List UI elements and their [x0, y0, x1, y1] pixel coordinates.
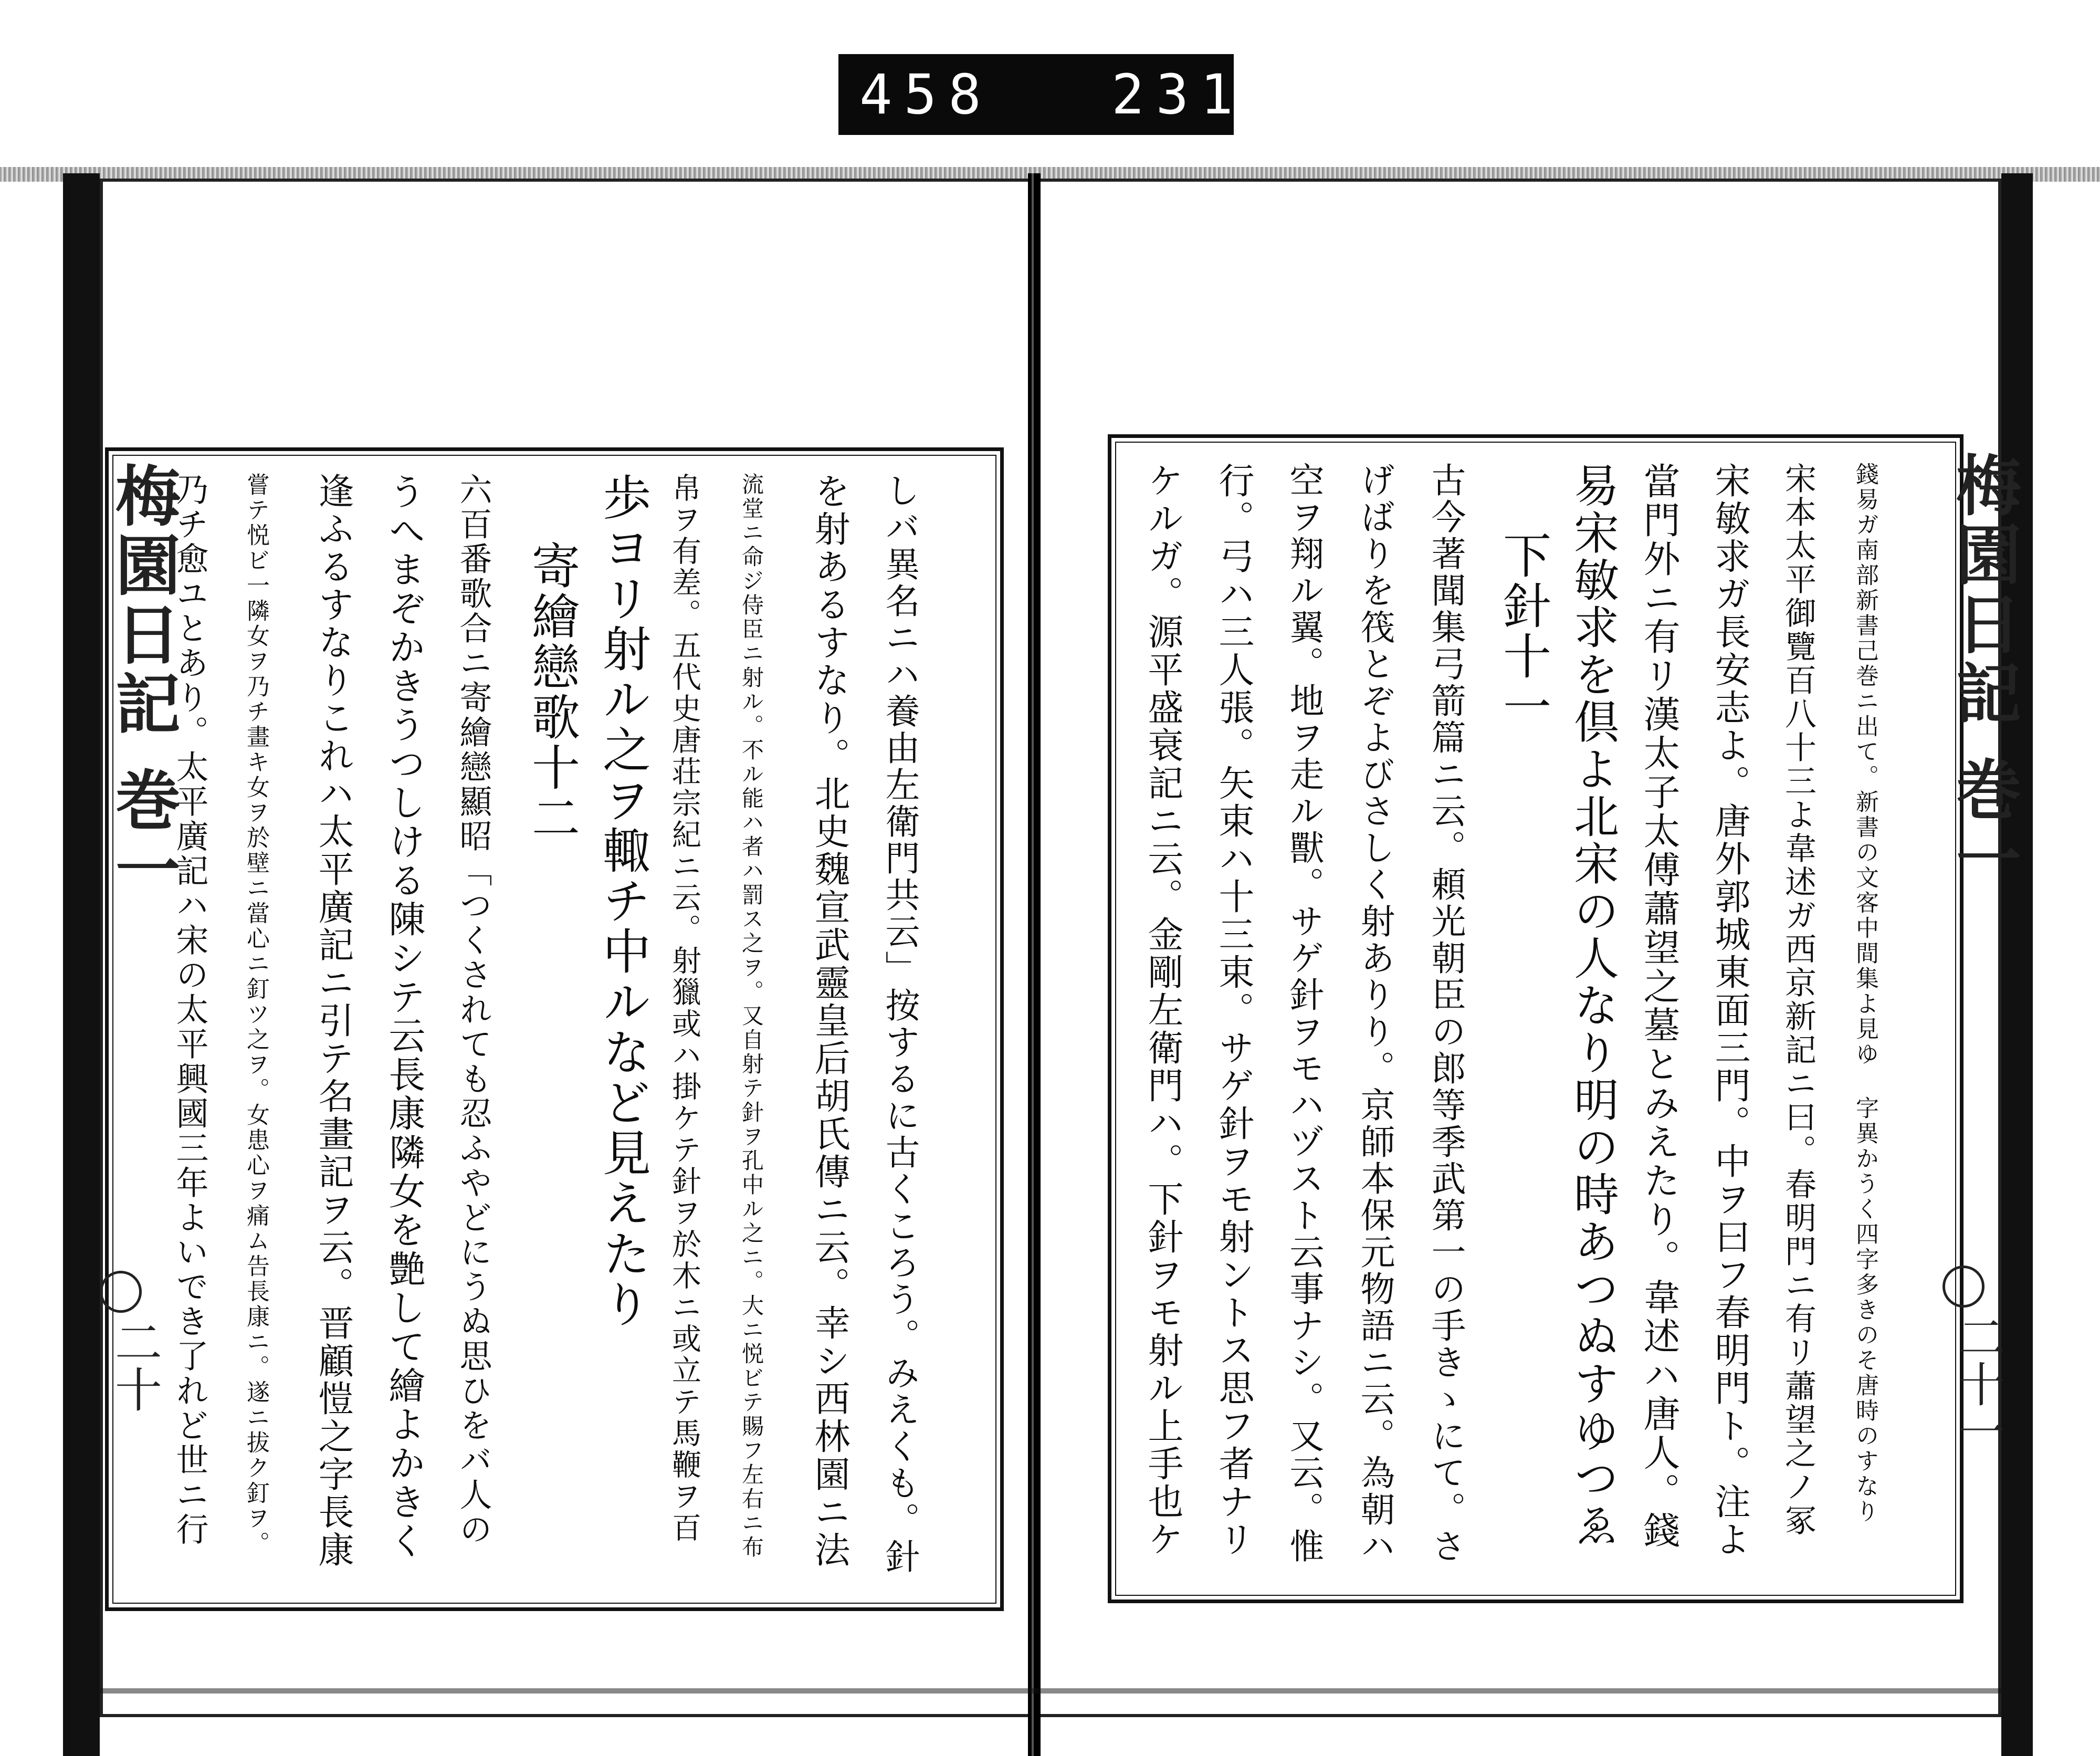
book-gutter — [1028, 173, 1041, 1756]
right-column-4: 當門外ニ有リ漢太子太傅蕭望之墓とみえたり。韋述ハ唐人。錢 — [1637, 462, 1681, 1550]
right-column-8: げばりを筏とぞよびさしく射ありり。京師本保元物語ニ云。為朝ハ — [1354, 462, 1395, 1565]
left-column-9: 流堂ニ命ジ侍臣ニ射ル。不ル能ハ者ハ罰ス之ヲ。又自射テ針ヲ孔中ル之ニ。大ニ悦ビテ賜フ左右ニ布 — [739, 473, 764, 1560]
right-column-3: 宋敏求ガ長安志よ。唐外郭城東面三門。中ヲ曰フ春明門ト。注よ — [1709, 462, 1750, 1559]
catalog-label — [838, 54, 1245, 135]
right-folio-circle — [1942, 1266, 1984, 1308]
left-column-2: 嘗テ悦ビ一隣女ヲ乃チ畫キ女ヲ於壁ニ當心ニ釘ツ之ヲ。女患心ヲ痛ム告長康ニ。遂ニ拔ク釘ヲ。 — [243, 473, 269, 1556]
right-column-10: 行。弓ハ三人張。矢束ハ十三束。サゲ針ヲモ射ントス思フ者ナリ — [1213, 462, 1254, 1559]
left-page-edge — [63, 173, 100, 1756]
right-column-1: 錢易ガ南部新書己巻ニ出て。新書の文客中間集よ見ゆ 字異かうく四字多きのそ唐時のすなり — [1852, 462, 1878, 1524]
left-column-4: うへまぞかきうつしける陳シテ云長康隣女を艶して繪よかきく — [383, 473, 426, 1561]
left-folio: 二十 — [107, 1318, 162, 1413]
left-column-1: 乃チ愈ユとあり。太平廣記ハ宋の太平興國三年よいでき了れど世ニ行 — [171, 473, 209, 1547]
right-column-5: 易宋敏求を倶よ北宋の人なり明の時あつぬすゆつゑ — [1566, 462, 1619, 1549]
right-folio: 二十一 — [1949, 1313, 2004, 1455]
right-column-7: 古今著聞集弓箭篇ニ云。頼光朝臣の郎等季武第一の手きゝにて。さ — [1425, 462, 1466, 1565]
right-column-2: 宋本太平御覽百八十三よ韋述ガ西京新記ニ曰。春明門ニ有リ蕭望之ノ冢 — [1780, 462, 1816, 1538]
label-left-number: 458 — [859, 62, 993, 127]
right-page-edge — [2001, 173, 2033, 1756]
left-column-7: 歩ヨリ射ル之ヲ輙チ中ルなど見えたり — [595, 473, 651, 1330]
bottom-edge-line — [79, 1688, 2021, 1694]
left-spine-title: 梅園日記 巻一 — [104, 462, 181, 905]
left-column-3: 逢ふるすなりこれハ太平廣記ニ引テ名畫記ヲ云。晋顧愷之字長康 — [312, 473, 354, 1569]
left-column-10: を射あるすなり。北史魏宣武靈皇后胡氏傳ニ云。幸シ西林園ニ法 — [808, 473, 850, 1569]
right-column-6-heading: 下針十一 — [1495, 530, 1551, 732]
right-column-9: 空ヲ翔ル翼。地ヲ走ル獸。サゲ針ヲモハヅスト云事ナシ。又云。惟 — [1284, 462, 1324, 1565]
right-spine-title: 梅園日記 巻一 — [1945, 452, 2021, 895]
right-column-11: ケルガ。源平盛衰記ニ云。金剛左衛門ハ。下針ヲモ射ル上手也ケ — [1142, 462, 1183, 1559]
left-folio-circle — [100, 1271, 142, 1313]
label-right-number: 231 — [1111, 62, 1245, 127]
left-column-11: しバ異名ニハ養由左衛門共云」按するに古くころう。みえくも。針 — [879, 473, 920, 1575]
left-column-6-heading: 寄繪戀歌十二 — [524, 541, 580, 843]
left-column-5: 六百番歌合ニ寄繪戀顯昭「つくされても忍ふやどにうぬ思ひをバ人の — [454, 473, 492, 1547]
left-column-8: 帛ヲ有差。五代史唐荘宗紀ニ云。射獵或ハ掛ケテ針ヲ於木ニ或立テ馬鞭ヲ百 — [667, 473, 701, 1544]
